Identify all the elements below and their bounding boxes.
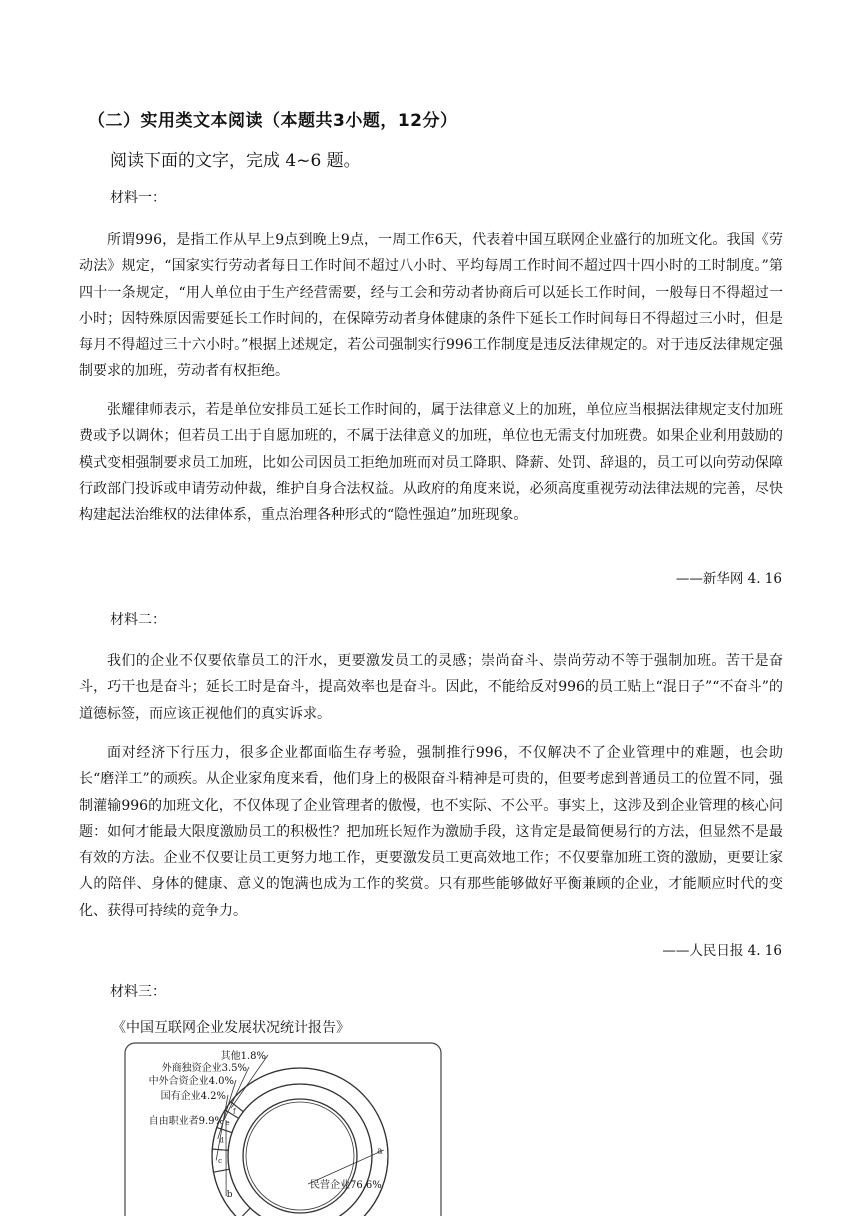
- slice-letter: f: [232, 1107, 236, 1116]
- slice-letter: e: [225, 1118, 230, 1127]
- ring-circle: [246, 1102, 354, 1210]
- slice-a: [231, 1068, 388, 1216]
- material2-paragraph-1: 我们的企业不仅要依靠员工的汗水，更要激发员工的灵感；崇尚奋斗、崇尚劳动不等于强制加班。苦干是奋斗，巧干也是奋斗；延长工时是奋斗，提高效率也是奋斗。因此，不能给反对996的员工贴上“混日子”“不奋斗”的道德标签，而应该正视他们的真实诉求。: [79, 653, 783, 722]
- material1-label: 材料一：: [110, 190, 166, 206]
- material1-paragraph-2: 张耀律师表示，若是单位安排员工延长工作时间的，属于法律意义上的加班，单位应当根据法律规定支付加班费或予以调休；但若员工出于自愿加班的，不属于法律意义的加班，单位也无需支付加班费。如果企业利用鼓励的模式变相强制要求员工加班，比如公司因员工拒绝加班而对员工降职、降薪、处罚、辞退的，员工可以向劳动保障行政部门投诉或申请劳动仲裁，维护自身合法权益。从政府的角度来说，必须高度重视劳动法律法规的完善，尽快构建起法治维权的法律体系，重点治理各种形式的“隐性强迫”加班现象。: [79, 402, 783, 524]
- ownership-ring-chart: [124, 1042, 444, 1216]
- section-heading: （二）实用类文本阅读（本题共3小题，12分）: [88, 111, 458, 131]
- material2-label: 材料二：: [110, 612, 166, 628]
- report-title: 《中国互联网企业发展状况统计报告》: [112, 1020, 350, 1036]
- ring-circle: [243, 1099, 357, 1213]
- slice-label: 自由职业者9.9%: [148, 1116, 224, 1127]
- slice-label: 外商独资企业3.5%: [161, 1063, 247, 1074]
- slice-label: 民营企业76.6%: [310, 1180, 382, 1191]
- chart-labels: [149, 1049, 384, 1200]
- material2-paragraph-2: 面对经济下行压力，很多企业都面临生存考验，强制推行996，不仅解决不了企业管理中的难题，也会助长“磨洋工”的顽疾。从企业家角度来看，他们身上的极限奋斗精神是可贵的，但要考虑到普通员工的位置不同，强制灌输996的加班文化，不仅体现了企业管理者的傲慢，也不实际、不公平。事实上，这涉及到企业管理的核心问题：如何才能最大限度激励员工的积极性？把加班长短作为激励手段，这肯定是最简便易行的方法，但显然不是最有效的方法。企业不仅要让员工更努力地工作，更要激发员工更高效地工作；不仅要靠加班工资的激励，更要让家人的陪伴、身体的健康、意义的饱满也成为工作的奖赏。只有那些能够做好平衡兼顾的企业，才能顺应时代的变化、获得可持续的竞争力。: [79, 745, 783, 919]
- material1-paragraph-1: 所谓996，是指工作从早上9点到晚上9点，一周工作6天，代表着中国互联网企业盛行的加班文化。我国《劳动法》规定，“国家实行劳动者每日工作时间不超过八小时、平均每周工作时间不超过四十四小时的工时制度。”第四十一条规定，“用人单位由于生产经营需要，经与工会和劳动者协商后可以延长工作时间，一般每日不得超过一小时；因特殊原因需要延长工作时间的，在保障劳动者身体健康的条件下延长工作时间每日不得超过三小时，但是每月不得超过三十六小时。”根据上述规定，若公司强制实行996工作制度是违反法律规定的。对于违反法律规定强制要求的加班，劳动者有权拒绝。: [79, 232, 783, 380]
- material2-source: ——人民日报 4. 16: [662, 943, 782, 959]
- instruction: 阅读下面的文字，完成 4~6 题。: [110, 151, 361, 171]
- material1-source: ——新华网 4. 16: [675, 571, 782, 587]
- slice-letter: c: [218, 1157, 223, 1166]
- slice-letter: a: [377, 1146, 383, 1157]
- slice-letter: d: [219, 1136, 224, 1145]
- slice-letter: b: [226, 1190, 233, 1201]
- callout-line: [224, 1067, 249, 1120]
- material3-label: 材料三：: [110, 984, 166, 1000]
- slice-label: 国有企业4.2%: [160, 1091, 226, 1102]
- slice-label: 中外合资企业4.0%: [148, 1076, 234, 1087]
- callout-line: [308, 1150, 384, 1184]
- ring-circle: [225, 1084, 372, 1216]
- slice-label: 其他1.8%: [220, 1051, 266, 1062]
